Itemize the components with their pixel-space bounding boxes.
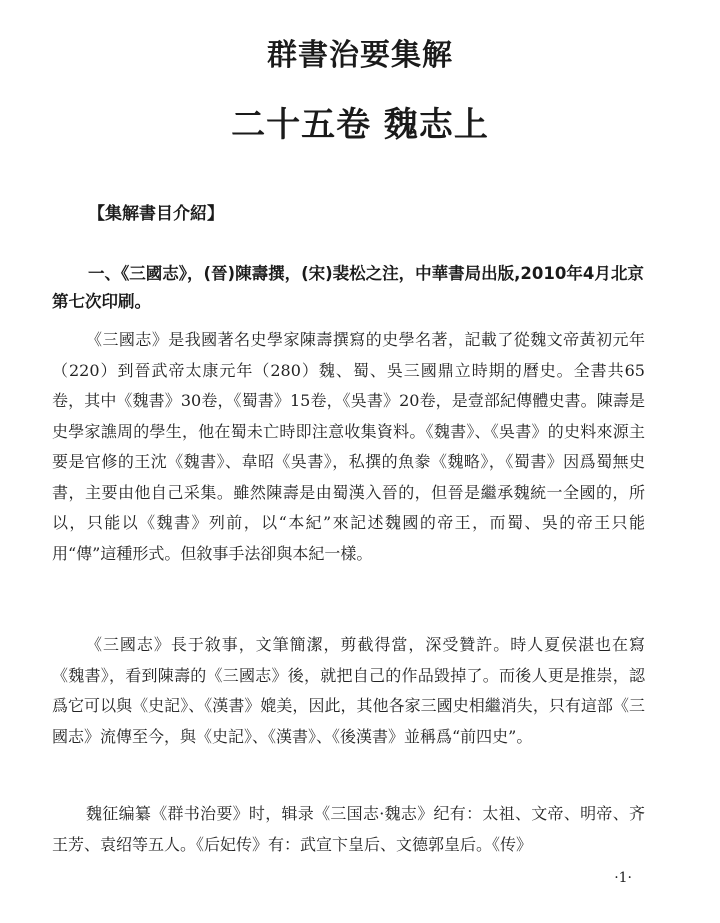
chapter-title: 二十五卷 魏志上 [231,105,489,145]
page-number: ·1· [614,870,632,886]
book-title: 群書治要集解 [267,38,453,73]
body-paragraph-3: 魏征编纂《群书治要》时，辑录《三国志·魏志》纪有：太祖、文帝、明帝、齐王芳、袁绍等五人。《后妃传》有：武宣卞皇后、文德郭皇后。《传》 [52,804,645,854]
bibliography-heading: 一、《三國志》，(晉)陳壽撰，(宋)裴松之注，中華書局出版,2010年4月北京第七次印刷。 [52,264,644,311]
body-paragraph-2: 《三國志》長于敘事，文筆簡潔，剪截得當，深受贊許。時人夏侯湛也在寫《魏書》，看到陳壽的《三國志》後，就把自己的作品毀掉了。而後人更是推崇，認爲它可以與《史記》、《漢書》媲美，因此，其他各家三國史相繼消失，只有這部《三國志》流傳至今，與《史記》、《漢書》、《後漢書》並稱爲“前四史”。 [52,635,645,746]
body-paragraph-1: 《三國志》是我國著名史學家陳壽撰寫的史學名著，記載了從魏文帝黃初元年（220）到晉武帝太康元年（280）魏、蜀、吳三國鼎立時期的曆史。全書共65卷，其中《魏書》30卷，《蜀書》15卷，《吳書》20卷，是壹部紀傳體史書。陳壽是史學家譙周的學生，他在蜀未亡時即注意收集資料。《魏書》、《吳書》的史料來源主要是官修的王沈《魏書》、韋昭《吳書》，私撰的魚豢《魏略》，《蜀書》因爲蜀無史書，主要由他自己采集。雖然陳壽是由蜀漢入晉的，但晉是繼承魏統一全國的，所以，只能以《魏書》列前，以“本紀”來記述魏國的帝王，而蜀、吳的帝王只能用“傳”這種形式。但敘事手法卻與本紀一樣。 [52,330,645,563]
section-label: 【集解書目介紹】 [88,204,224,224]
